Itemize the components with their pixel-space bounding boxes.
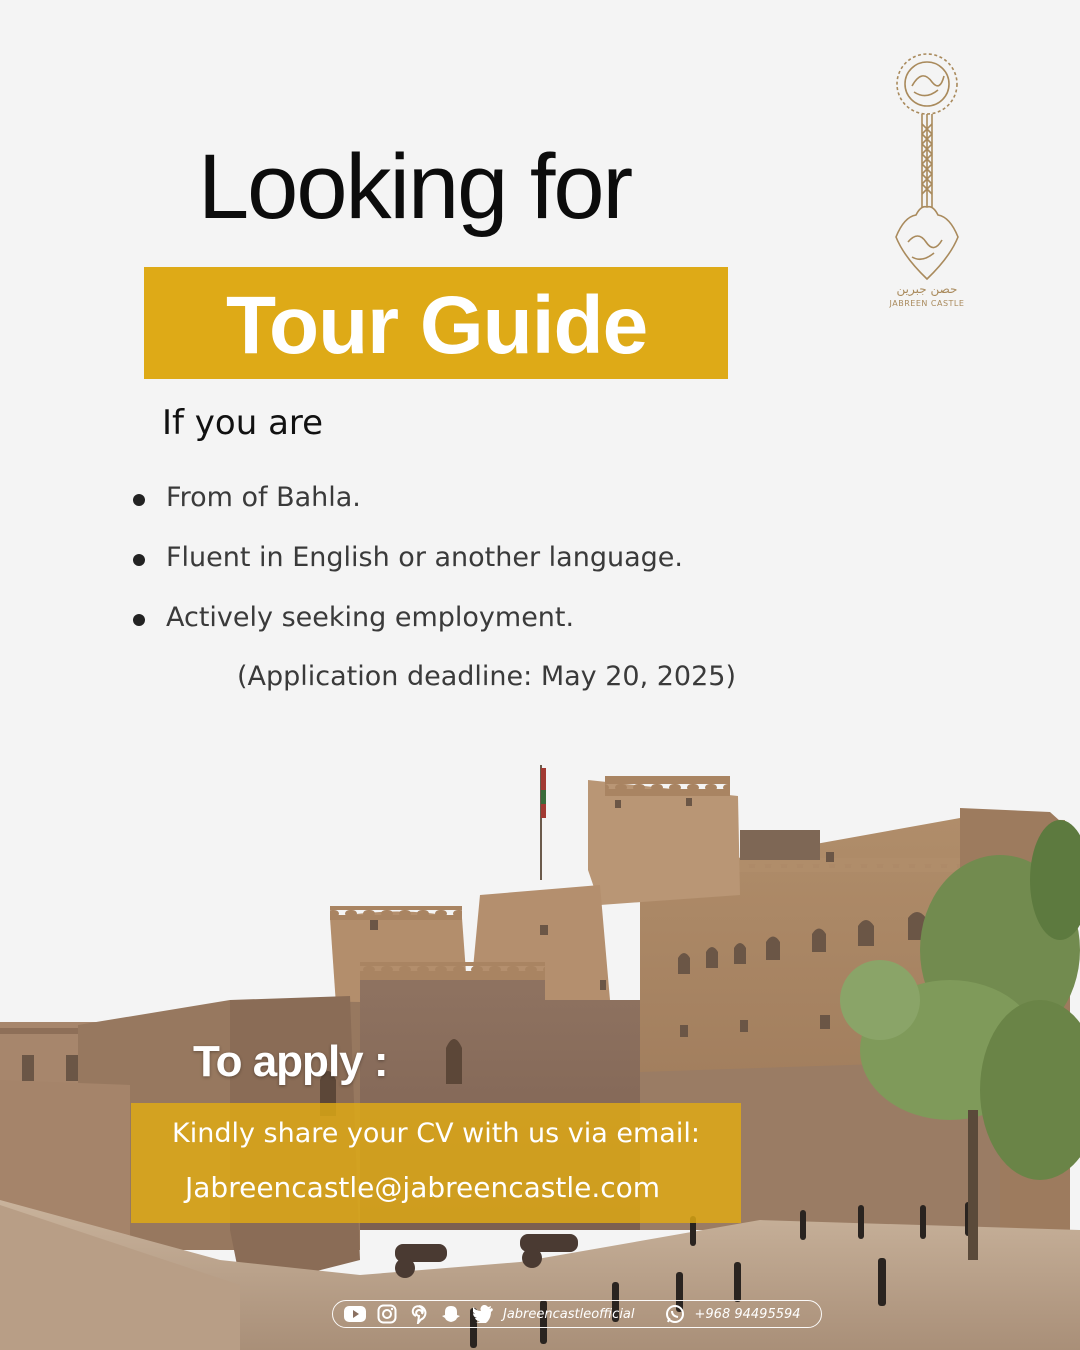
apply-title: To apply : <box>193 1037 388 1086</box>
central-tower <box>588 780 740 905</box>
apply-instruction: Kindly share your CV with us via email: <box>172 1118 700 1149</box>
requirement-text: Actively seeking employment. <box>166 602 575 633</box>
logo <box>882 52 972 314</box>
twitter-icon[interactable] <box>471 1302 495 1326</box>
banner-title: Tour Guide <box>226 280 648 371</box>
deadline-note: (Application deadline: May 20, 2025) <box>237 661 736 692</box>
requirement-text: From of Bahla. <box>166 482 361 513</box>
pinterest-icon[interactable] <box>407 1302 431 1326</box>
whatsapp-icon[interactable] <box>663 1302 687 1326</box>
snapchat-icon[interactable] <box>439 1302 463 1326</box>
youtube-icon[interactable] <box>343 1302 367 1326</box>
apply-email[interactable]: Jabreencastle@jabreencastle.com <box>185 1171 661 1204</box>
intro-text: If you are <box>162 403 324 443</box>
logo-arabic: حصن جبرين <box>896 282 958 296</box>
social-bar <box>332 1300 822 1328</box>
apply-box <box>131 1103 741 1223</box>
headline: Looking for <box>198 136 632 238</box>
logo-english: JABREEN CASTLE <box>889 299 965 308</box>
phone-number[interactable]: +968 94495594 <box>694 1306 801 1322</box>
social-handle[interactable]: Jabreencastleofficial <box>503 1306 635 1322</box>
instagram-icon[interactable] <box>375 1302 399 1326</box>
requirement-text: Fluent in English or another language. <box>166 542 683 573</box>
